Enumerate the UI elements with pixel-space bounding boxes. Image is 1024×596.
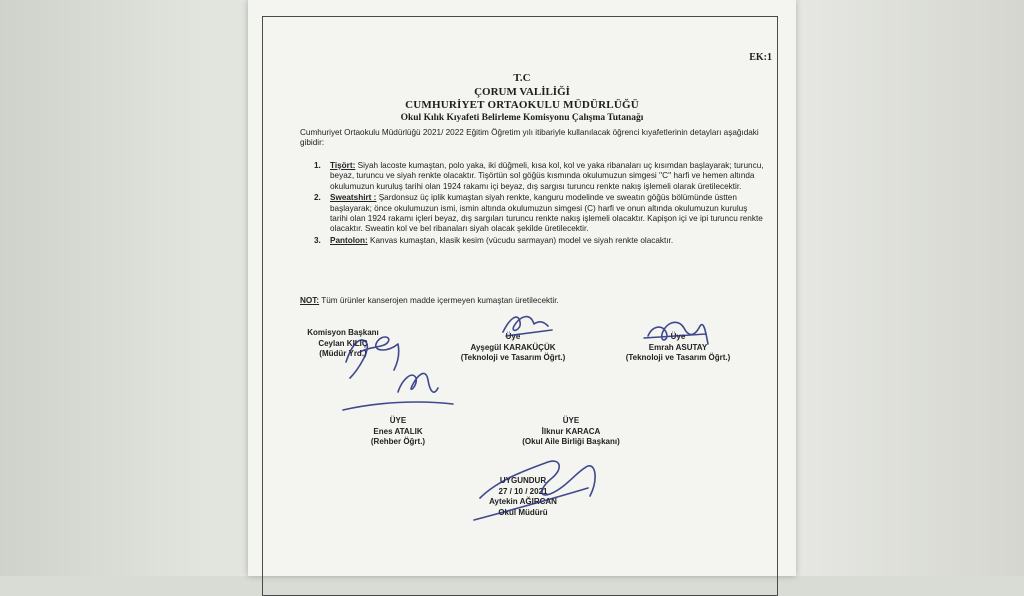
note-text: Tüm ürünler kanserojen madde içermeyen kumaştan üretilecektir. [319,296,559,305]
header-governorship: ÇORUM VALİLİĞİ [474,86,570,98]
signatory-role: ÜYE [389,416,407,425]
list-item-number: 3. [314,235,321,245]
list-item-term: Pantolon: [330,235,368,245]
list-item-text: Şardonsuz üç iplik kumaştan siyah renkte, kanguru modelinde ve sweatın göğüs bölümünde üstten başlayarak; önce okulumuzun ismi, ismin altında okulumuzun simgesi (C) harfi ve onun altında okulumuzun kuruluş tarihi olan 1924 rakamı içleri beyaz, dış sargıları turuncu renkte nakış işlemeli olacaktır. Kapişon içi ve ipi turuncu renkte olacaktır. Sweatin kol ve bel ribanaları siyah olacak şekilde üretilecektir. [330,193,763,234]
signatory-role: Üye [670,332,686,341]
approval-name: Aytekin AĞIRCAN [489,497,557,506]
list-item-text: Siyah lacoste kumaştan, polo yaka, iki düğmeli, kısa kol, kol ve yaka ribanaları uç kısımdan başlayarak; turuncu, beyaz, turuncu ve siyah renkte olacaktır. Tişörtün sol göğüs kısmında okulumuzun simgesi ''C'' harfi ve hemen altında okulumuzun kuruluş tarihi olan 1924 rakamı içi beyaz, dış sargısı turuncu renkte nakış işlemeli olarak üretilecektir. [330,161,764,191]
note-label: NOT: [300,296,320,305]
list-item-term: Sweatshirt : [330,193,377,203]
signatory-title: (Teknoloji ve Tasarım Öğrt.) [625,353,731,362]
header-school: CUMHURİYET ORTAOKULU MÜDÜRLÜĞÜ [405,99,639,111]
intro-paragraph: Cumhuriyet Ortaokulu Müdürlüğü 2021/ 2022 Eğitim Öğretim yılı itibariyle kullanılacak öğrenci kıyafetlerinin detayları aşağıdaki gibidir: [300,128,759,148]
signatory-name: Ayşegül KARAKÜÇÜK [470,342,556,352]
signatory-name: Enes ATALIK [373,426,423,436]
list-item-number: 2. [314,193,321,203]
approval-title: Okul Müdürü [498,507,548,517]
signatory-title: (Okul Aile Birliği Başkanı) [522,437,620,446]
signatory-member-1 [448,332,578,364]
document-page [248,0,796,576]
signatory-title: (Müdür Yrd.) [319,349,367,358]
list-item [314,161,764,192]
signatory-member-2 [608,332,748,364]
signatory-title: (Teknoloji ve Tasarım Öğrt.) [460,353,566,362]
signatory-member-3 [348,416,448,448]
list-item-text: Kanvas kumaştan, klasik kesim (vücudu sarmayan) model ve siyah renkte olacaktır. [367,235,674,245]
list-item-term: Tişört: [330,161,356,170]
clothing-list [314,161,764,247]
list-item-number: 1. [314,161,321,170]
signatory-role: ÜYE [562,416,580,425]
signatory-name: İlknur KARACA [541,426,601,436]
signatory-name: Emrah ASUTAY [648,342,708,352]
signatory-member-4 [496,416,646,448]
signatory-name: Ceylan KILIÇ [318,338,368,348]
annex-label: EK:1 [749,52,772,63]
list-item [314,236,764,246]
signatory-commission-head [288,328,398,360]
signatory-role: Komisyon Başkanı [307,328,379,337]
document-title: Okul Kılık Kıyafeti Belirleme Komisyonu Çalışma Tutanağı [400,113,644,123]
note-paragraph [300,296,760,306]
list-item [314,193,764,235]
approval-date: 27 / 10 / 2021 [498,486,548,496]
signatory-role: Üye [505,332,521,341]
header-tc: T.C [513,72,531,84]
approval-label: UYGUNDUR [499,476,547,485]
signatory-title: (Rehber Öğrt.) [370,437,426,446]
approval-block [458,476,588,518]
